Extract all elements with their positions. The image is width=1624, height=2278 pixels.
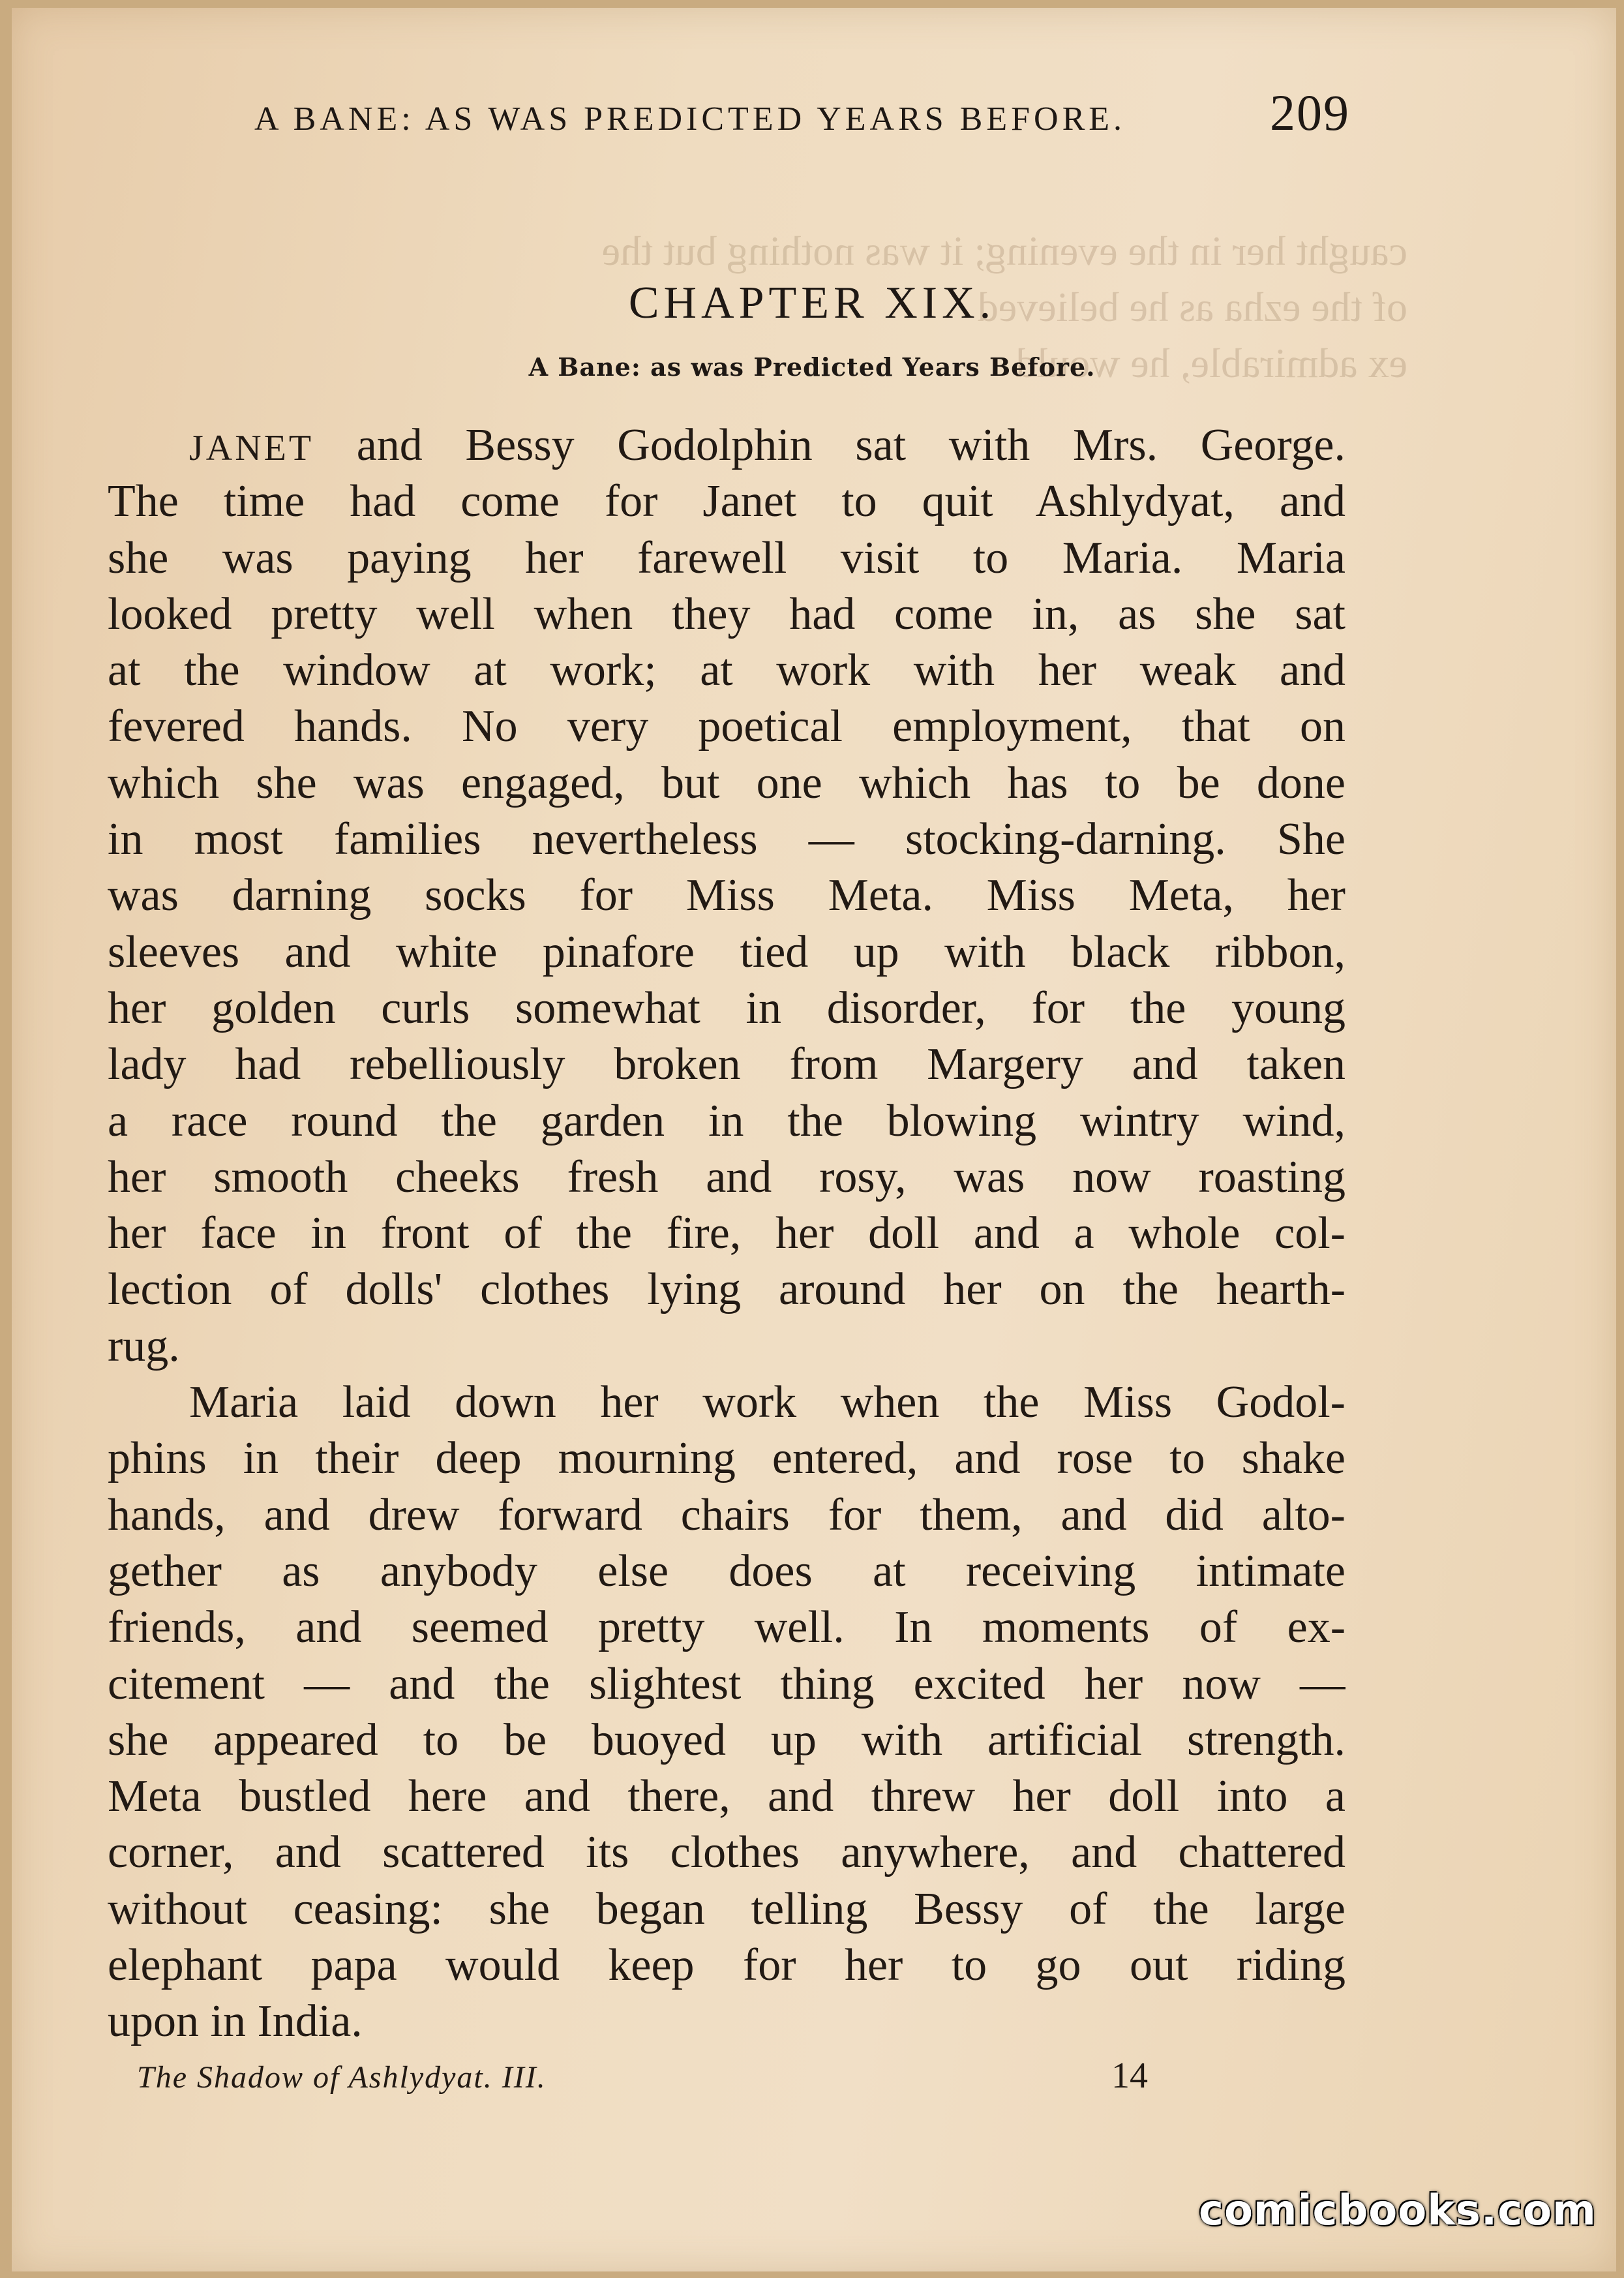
text-line: [108, 1937, 1346, 1994]
text-line: [108, 1431, 1346, 1487]
text-run: she was paying her farewell visit to Maria. Maria: [108, 532, 1346, 583]
text-run: fevered hands. No very poetical employment, that on: [108, 701, 1346, 752]
text-line: [108, 1656, 1346, 1712]
text-line: [108, 474, 1346, 530]
text-line: [108, 1149, 1346, 1206]
text-line: [108, 530, 1346, 586]
small-caps-word: JANET: [189, 428, 314, 468]
text-line: [108, 586, 1346, 643]
text-run: gether as anybody else does at receiving intimate: [108, 1545, 1346, 1596]
text-run: upon in India.: [108, 1996, 363, 2047]
text-run: sleeves and white pinafore tied up with black ribbon,: [108, 926, 1346, 977]
text-line: [108, 1206, 1346, 1262]
bleed-through-line: ex admirable, he would: [1015, 340, 1407, 386]
bleed-through-line: caught her in the evening; it was nothing but the: [601, 228, 1407, 274]
text-run: and Bessy Godolphin sat with Mrs. George.: [314, 420, 1346, 470]
text-run: which she was engaged, but one which has to be done: [108, 757, 1346, 808]
text-run: without ceasing: she began telling Bessy of the large: [108, 1883, 1346, 1934]
text-line: [108, 1994, 1346, 2050]
text-run: Maria laid down her work when the Miss Godol-: [189, 1377, 1346, 1428]
text-run: her face in front of the fire, her doll and a whole col-: [108, 1208, 1346, 1259]
text-run: friends, and seemed pretty well. In moments of ex-: [108, 1602, 1346, 1653]
text-run: at the window at work; at work with her weak and: [108, 645, 1346, 696]
watermark: comicbooks.com: [1199, 2187, 1597, 2235]
signature-mark: 14: [1111, 2056, 1148, 2096]
text-run: looked pretty well when they had come in, as she sat: [108, 588, 1346, 639]
text-line: [108, 1262, 1346, 1318]
text-line: [108, 418, 1346, 474]
paragraph: [108, 418, 1346, 1374]
text-line: [108, 1374, 1346, 1431]
text-run: she appeared to be buoyed up with artificial strength.: [108, 1714, 1346, 1765]
text-run: phins in their deep mourning entered, and rose to shake: [108, 1433, 1346, 1484]
text-line: [108, 755, 1346, 812]
text-run: elephant papa would keep for her to go out riding: [108, 1940, 1346, 1991]
body-text: [108, 418, 1346, 2050]
text-run: Meta bustled here and there, and threw her doll into a: [108, 1771, 1346, 1822]
text-line: [108, 1825, 1346, 1881]
running-title: A BANE: AS WAS PREDICTED YEARS BEFORE.: [254, 100, 1126, 138]
text-run: her golden curls somewhat in disorder, for the young: [108, 982, 1346, 1033]
text-line: [108, 1543, 1346, 1600]
bleed-through-line: of the ezha as he believed: [977, 284, 1407, 330]
text-line: [108, 1093, 1346, 1149]
page-number: 209: [1270, 84, 1350, 141]
text-line: [108, 699, 1346, 755]
text-run: was darning socks for Miss Meta. Miss Meta, her: [108, 870, 1346, 921]
text-line: [108, 1881, 1346, 1937]
text-run: in most families nevertheless — stocking-darning. She: [108, 814, 1346, 865]
text-line: [108, 1037, 1346, 1093]
text-run: corner, and scattered its clothes anywhere, and chattered: [108, 1827, 1346, 1878]
chapter-title: CHAPTER XIX.: [628, 278, 996, 328]
paragraph: [108, 1374, 1346, 2050]
text-line: [108, 924, 1346, 980]
page-footer: [137, 2055, 1148, 2097]
text-line: [108, 980, 1346, 1037]
text-line: [108, 812, 1346, 868]
text-line: [108, 1712, 1346, 1769]
text-run: hands, and drew forward chairs for them, and did alto-: [108, 1489, 1346, 1540]
text-run: a race round the garden in the blowing wintry wind,: [108, 1095, 1346, 1146]
text-run: citement — and the slightest thing excited her now —: [108, 1658, 1346, 1709]
text-line: [108, 1600, 1346, 1656]
text-line: [108, 1487, 1346, 1543]
text-line: [108, 868, 1346, 924]
text-run: rug.: [108, 1320, 180, 1371]
text-line: [108, 1318, 1346, 1374]
running-head: [254, 84, 1350, 142]
text-run: her smooth cheeks fresh and rosy, was now roasting: [108, 1151, 1346, 1202]
text-run: The time had come for Janet to quit Ashlydyat, and: [108, 476, 1346, 527]
text-line: [108, 1769, 1346, 1825]
text-run: lection of dolls' clothes lying around her on the hearth-: [108, 1264, 1346, 1315]
chapter-subtitle: A Bane: as was Predicted Years Before.: [528, 352, 1096, 382]
text-line: [108, 643, 1346, 699]
text-run: lady had rebelliously broken from Margery and taken: [108, 1039, 1346, 1090]
footer-book-title: The Shadow of Ashlydyat. III.: [137, 2060, 547, 2095]
